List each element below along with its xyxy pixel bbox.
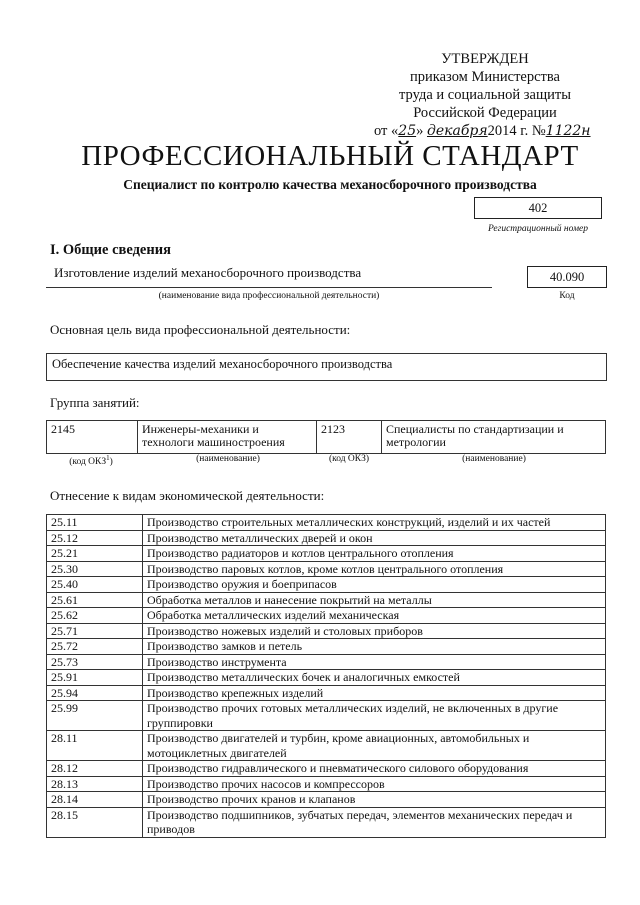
okved-code: 25.21 <box>47 546 143 562</box>
caption-footnote-mark: 1 <box>106 454 110 462</box>
okved-code: 25.12 <box>47 530 143 546</box>
order-number: 1122н <box>545 123 591 139</box>
table-row <box>47 530 606 546</box>
table-row <box>47 608 606 624</box>
okz-name-1: Инженеры-механики и технологи машиностроения <box>138 421 317 454</box>
table-row <box>47 731 606 761</box>
table-row <box>47 623 606 639</box>
activity-code: 40.090 <box>549 270 585 284</box>
okved-code: 28.13 <box>47 776 143 792</box>
table-row <box>47 654 606 670</box>
table-row <box>47 577 606 593</box>
table-row <box>47 639 606 655</box>
economic-activities-body <box>47 515 606 838</box>
okved-name: Производство двигателей и турбин, кроме авиационных, автомобильных и мотоциклетных двигателей <box>143 731 606 761</box>
okved-code: 28.11 <box>47 731 143 761</box>
caption-okz-code-2: (код ОКЗ) <box>328 454 370 464</box>
approval-line-2: труда и социальной защиты <box>399 87 571 103</box>
occupation-group-table <box>46 420 606 454</box>
okved-code: 25.11 <box>47 515 143 531</box>
okved-name: Производство прочих насосов и компрессоров <box>143 776 606 792</box>
okved-code: 25.71 <box>47 623 143 639</box>
caption-okz-code-1-close: ) <box>109 457 113 468</box>
activity-code-box <box>527 266 607 288</box>
table-row <box>47 421 606 454</box>
activity-caption: (наименование вида профессиональной деятельности) <box>158 291 380 301</box>
activity-name: Изготовление изделий механосборочного производства <box>54 265 362 280</box>
approval-line-1: приказом Министерства <box>410 69 560 85</box>
okved-name: Производство оружия и боеприпасов <box>143 577 606 593</box>
main-goal-value: Обеспечение качества изделий механосборочного производства <box>52 357 393 371</box>
order-line <box>370 122 600 140</box>
approval-heading: УТВЕРЖДЕН <box>441 51 529 67</box>
table-row <box>47 807 606 837</box>
okved-code: 25.62 <box>47 608 143 624</box>
okved-name: Производство замков и петель <box>143 639 606 655</box>
registration-number-box <box>474 197 602 219</box>
section-heading: I. Общие сведения <box>50 242 171 258</box>
okz-name-2: Специалисты по стандартизации и метрологии <box>382 421 606 454</box>
economic-activities-table <box>46 514 606 838</box>
table-row <box>47 761 606 777</box>
order-prefix: от « <box>374 123 399 139</box>
registration-caption: Регистрационный номер <box>487 224 589 234</box>
okved-name: Производство строительных металлических конструкций, изделий и их частей <box>143 515 606 531</box>
okved-name: Производство гидравлического и пневматического силового оборудования <box>143 761 606 777</box>
table-row <box>47 776 606 792</box>
table-row <box>47 546 606 562</box>
order-mid: » <box>416 123 427 139</box>
okved-code: 25.91 <box>47 670 143 686</box>
occupation-group-label: Группа занятий: <box>50 395 140 410</box>
okved-name: Производство ножевых изделий и столовых приборов <box>143 623 606 639</box>
okved-code: 28.15 <box>47 807 143 837</box>
table-row <box>47 561 606 577</box>
okved-name: Производство инструмента <box>143 654 606 670</box>
order-month: декабря <box>426 123 488 139</box>
okved-code: 25.94 <box>47 685 143 701</box>
okved-name: Обработка металлических изделий механическая <box>143 608 606 624</box>
order-year: 2014 г. № <box>487 123 546 139</box>
okved-code: 25.73 <box>47 654 143 670</box>
page-subtitle: Специалист по контролю качества механосборочного производства <box>123 177 537 192</box>
okz-code-2: 2123 <box>317 421 382 454</box>
okved-name: Производство паровых котлов, кроме котлов центрального отопления <box>143 561 606 577</box>
okved-code: 28.12 <box>47 761 143 777</box>
okved-name: Обработка металлов и нанесение покрытий на металлы <box>143 592 606 608</box>
registration-number: 402 <box>528 201 548 215</box>
table-row <box>47 670 606 686</box>
code-caption: Код <box>559 291 575 301</box>
main-goal-label: Основная цель вида профессиональной деятельности: <box>50 322 351 337</box>
okved-name: Производство металлических дверей и окон <box>143 530 606 546</box>
caption-okz-name-2: (наименование) <box>462 454 526 464</box>
caption-okz-code-1 <box>46 454 136 467</box>
okved-name: Производство подшипников, зубчатых передач, элементов механических передач и приводов <box>143 807 606 837</box>
table-row <box>47 592 606 608</box>
okved-code: 25.72 <box>47 639 143 655</box>
okved-code: 28.14 <box>47 792 143 808</box>
activity-underline <box>46 287 492 288</box>
okz-code-1: 2145 <box>47 421 138 454</box>
caption-okz-name-1: (наименование) <box>196 454 260 464</box>
okved-name: Производство прочих готовых металлических изделий, не включенных в другие группировки <box>143 701 606 731</box>
okved-name: Производство металлических бочек и аналогичных емкостей <box>143 670 606 686</box>
economic-activities-label: Отнесение к видам экономической деятельности: <box>50 488 325 503</box>
table-row <box>47 701 606 731</box>
okved-name: Производство прочих кранов и клапанов <box>143 792 606 808</box>
approval-line-3: Российской Федерации <box>413 105 557 121</box>
caption-okz-code-1-text: (код ОКЗ <box>69 457 107 468</box>
table-row <box>47 685 606 701</box>
table-row <box>47 792 606 808</box>
page-title: ПРОФЕССИОНАЛЬНЫЙ СТАНДАРТ <box>81 140 579 172</box>
okved-code: 25.61 <box>47 592 143 608</box>
okved-name: Производство крепежных изделий <box>143 685 606 701</box>
approval-block <box>370 50 600 140</box>
okved-code: 25.99 <box>47 701 143 731</box>
okved-code: 25.40 <box>47 577 143 593</box>
order-day: 25 <box>398 123 417 139</box>
okved-name: Производство радиаторов и котлов центрального отопления <box>143 546 606 562</box>
table-row <box>47 515 606 531</box>
okved-code: 25.30 <box>47 561 143 577</box>
